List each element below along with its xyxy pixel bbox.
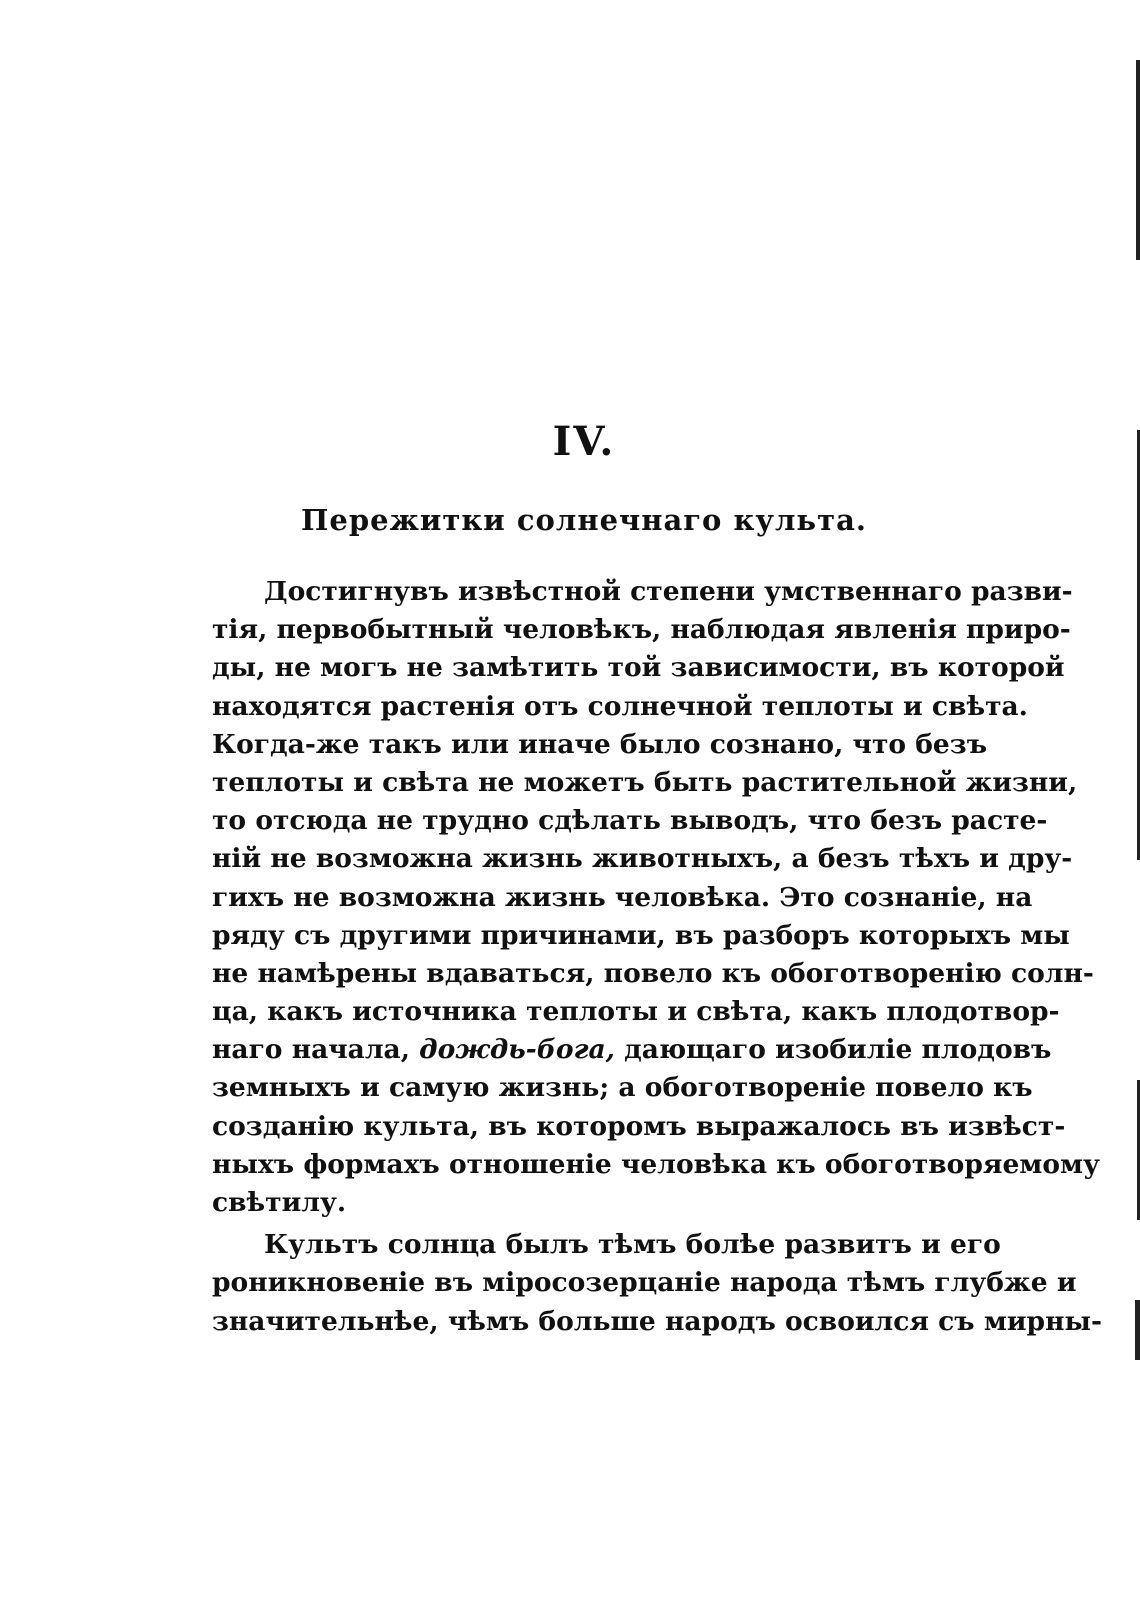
text-line: роникновеніе въ міросозерцаніе народа тѣмъ глубже и — [212, 1267, 1077, 1299]
text-line: значительнѣе, чѣмъ больше народъ освоился съ мирны- — [212, 1305, 1103, 1337]
text-segment: дающаго изобиліе плодовъ — [624, 1034, 1052, 1066]
text-line: теплоты и свѣта не можетъ быть растительной жизни, — [212, 766, 1078, 798]
scan-edge-mark — [1136, 60, 1140, 260]
scan-edge-mark — [1135, 1300, 1140, 1360]
chapter-number: IV. — [552, 418, 616, 465]
text-line-with-italic — [212, 1031, 1052, 1069]
text-line: Когда-же такъ или иначе было сознано, что безъ — [212, 728, 988, 760]
text-line: Достигнувъ извѣстной степени умственнаго разви- — [264, 576, 1073, 607]
text-line: тія, первобытный человѣкъ, наблюдая явленія приро- — [212, 614, 1071, 646]
italic-phrase: дождь-бога, — [419, 1034, 615, 1066]
text-line: не намѣрены вдаваться, повело къ обоготворенію солн- — [212, 957, 1094, 989]
text-line: ныхъ формахъ отношеніе человѣка къ обоготворяемому — [212, 1148, 1100, 1180]
paragraph-2 — [212, 1226, 1103, 1341]
text-line: находятся растенія отъ солнечной теплоты и свѣта. — [212, 690, 1028, 722]
text-line: свѣтилу. — [212, 1187, 347, 1218]
text-line: ряду съ другими причинами, въ разборъ которыхъ мы — [212, 919, 1070, 951]
text-segment: наго начала, — [212, 1034, 410, 1066]
text-line: ды, не могъ не замѣтить той зависимости, въ которой — [212, 652, 1065, 684]
body-text — [212, 573, 1103, 1341]
text-line: созданію культа, въ которомъ выражалось въ извѣст- — [212, 1110, 1066, 1142]
text-line: гихъ не возможна жизнь человѣка. Это сознаніе, на — [212, 881, 1033, 913]
text-line: ца, какъ источника теплоты и свѣта, какъ плодотвор- — [212, 996, 1060, 1028]
text-line: то отсюда не трудно сдѣлать выводъ, что безъ расте- — [212, 805, 1048, 837]
paragraph-1 — [212, 573, 1100, 1222]
text-line: ній не возможна жизнь животныхъ, а безъ тѣхъ и дру- — [212, 843, 1073, 875]
text-line: земныхъ и самую жизнь; а обоготвореніе повело къ — [212, 1072, 1033, 1104]
chapter-title: Пережитки солнечнаго культа. — [301, 503, 867, 537]
text-line: Культъ солнца былъ тѣмъ болѣе развитъ и его — [264, 1229, 1001, 1261]
